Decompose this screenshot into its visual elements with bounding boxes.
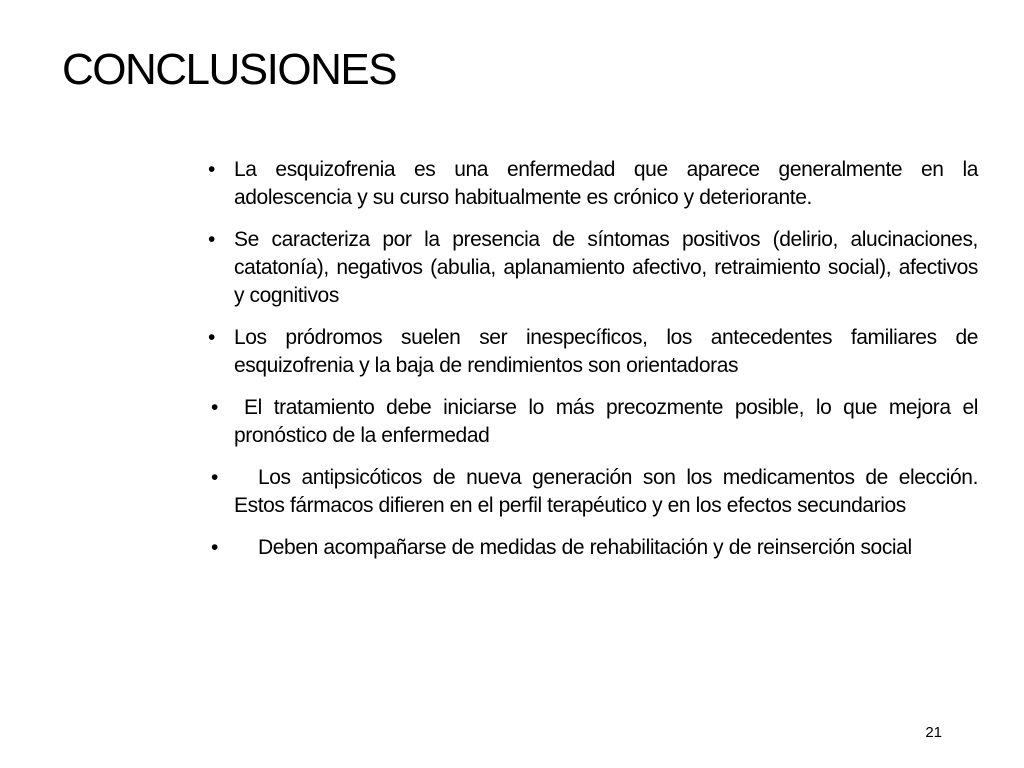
slide-number: 21 — [925, 724, 942, 741]
slide-title: CONCLUSIONES — [62, 45, 397, 94]
list-item — [205, 156, 978, 212]
list-item — [205, 534, 978, 562]
list-item — [205, 324, 978, 380]
bullet-icon: • — [208, 228, 215, 251]
bullet-text: La esquizofrenia es una enfermedad que aparece generalmente en la adolescencia y su curso habitualmente es crónico y deteriorante. — [234, 158, 978, 209]
bullet-icon: • — [208, 158, 215, 181]
bullet-list — [205, 156, 978, 576]
bullet-text: Los antipsicóticos de nueva generación son los medicamentos de elección. Estos fármacos difieren en el perfil terapéutico y en los efectos secundarios — [234, 466, 978, 517]
bullet-icon: • — [211, 396, 218, 419]
list-item — [205, 394, 978, 450]
list-item — [205, 226, 978, 310]
bullet-icon: • — [211, 466, 218, 489]
bullet-text: El tratamiento debe iniciarse lo más precozmente posible, lo que mejora el pronóstico de la enfermedad — [234, 396, 978, 447]
bullet-text: Se caracteriza por la presencia de síntomas positivos (delirio, alucinaciones, catatonía), negativos (abulia, aplanamiento afectivo, retraimiento social), afectivos y cognitivos — [234, 228, 978, 307]
bullet-text: Deben acompañarse de medidas de rehabilitación y de reinserción social — [258, 536, 912, 559]
list-item — [205, 464, 978, 520]
bullet-icon: • — [208, 326, 215, 349]
bullet-icon: • — [211, 536, 218, 559]
bullet-text: Los pródromos suelen ser inespecíficos, los antecedentes familiares de esquizofrenia y la baja de rendimientos son orientadoras — [234, 326, 978, 377]
